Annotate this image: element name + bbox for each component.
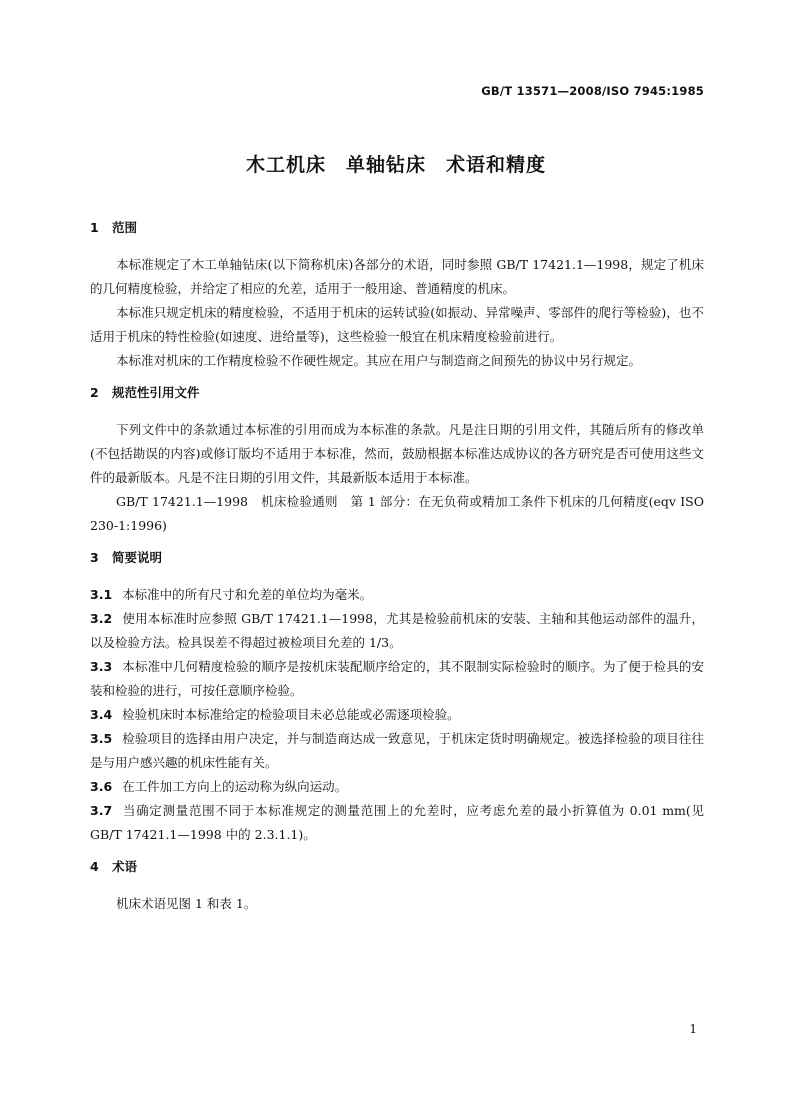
clause-3-1 — [90, 583, 704, 607]
section-number: 1 — [90, 220, 99, 235]
clause-number: 3.7 — [90, 803, 113, 818]
paragraph: 机床术语见图 1 和表 1。 — [116, 896, 257, 911]
section-heading — [90, 216, 704, 240]
clause-text: 检验项目的选择由用户决定，并与制造商达成一致意见，于机床定货时明确规定。被选择检验的项目往往是与用户感兴趣的机床性能有关。 — [90, 731, 704, 770]
clause-text: 在工件加工方向上的运动称为纵向运动。 — [122, 779, 348, 794]
section-terminology — [90, 855, 704, 916]
section-title: 术语 — [112, 859, 138, 874]
section-normative-references — [90, 381, 704, 538]
section-number: 2 — [90, 385, 99, 400]
document-title: 木工机床 单轴钻床 术语和精度 — [245, 154, 546, 176]
section-title: 简要说明 — [112, 550, 163, 565]
section-number: 4 — [90, 859, 99, 874]
clause-text: 检验机床时本标准给定的检验项目未必总能或必需逐项检验。 — [122, 707, 460, 722]
page-number: 1 — [689, 1022, 697, 1036]
document-body — [90, 216, 704, 916]
reference-entry: GB/T 17421.1—1998 机床检验通则 第 1 部分：在无负荷或精加工条件下机床的几何精度(eqv ISO 230-1:1996) — [90, 494, 704, 533]
paragraph: 下列文件中的条款通过本标准的引用而成为本标准的条款。凡是注日期的引用文件，其随后所有的修改单(不包括勘误的内容)或修订版均不适用于本标准，然而，鼓励根据本标准达成协议的各方研究是否可使用这些文件的最新版本。凡是不注日期的引用文件，其最新版本适用于本标准。 — [90, 422, 704, 485]
clause-3-7 — [90, 799, 704, 847]
clause-3-3 — [90, 655, 704, 703]
section-number: 3 — [90, 550, 99, 565]
clause-3-6 — [90, 775, 704, 799]
section-title: 范围 — [112, 220, 138, 235]
clause-text: 使用本标准时应参照 GB/T 17421.1—1998，尤其是检验前机床的安装、主轴和其他运动部件的温升，以及检验方法。检具误差不得超过被检项目允差的 1/3。 — [90, 611, 704, 650]
clause-text: 本标准中几何精度检验的顺序是按机床装配顺序给定的，其不限制实际检验时的顺序。为了便于检具的安装和检验的进行，可按任意顺序检验。 — [90, 659, 704, 698]
section-general-notes — [90, 546, 704, 847]
clause-text: 当确定测量范围不同于本标准规定的测量范围上的允差时，应考虑允差的最小折算值为 0.01 mm(见 GB/T 17421.1—1998 中的 2.3.1.1)。 — [90, 803, 704, 842]
clause-number: 3.3 — [90, 659, 113, 674]
section-heading — [90, 546, 704, 570]
clause-3-4 — [90, 703, 704, 727]
standard-code: GB/T 13571—2008/ISO 7945:1985 — [481, 84, 704, 98]
section-heading — [90, 381, 704, 405]
paragraph: 本标准只规定机床的精度检验，不适用于机床的运转试验(如振动、异常噪声、零部件的爬行等检验)，也不适用于机床的特性检验(如速度、进给量等)，这些检验一般宜在机床精度检验前进行。 — [90, 305, 704, 344]
clause-text: 本标准中的所有尺寸和允差的单位均为毫米。 — [122, 587, 373, 602]
clause-number: 3.4 — [90, 707, 113, 722]
clause-3-2 — [90, 607, 704, 655]
clause-number: 3.1 — [90, 587, 113, 602]
clause-3-5 — [90, 727, 704, 775]
clause-number: 3.5 — [90, 731, 113, 746]
section-title: 规范性引用文件 — [112, 385, 200, 400]
paragraph: 本标准规定了木工单轴钻床(以下简称机床)各部分的术语，同时参照 GB/T 17421.1—1998，规定了机床的几何精度检验，并给定了相应的允差，适用于一般用途、普通精度的机床。 — [90, 257, 704, 296]
clause-number: 3.6 — [90, 779, 113, 794]
section-scope — [90, 216, 704, 373]
clause-number: 3.2 — [90, 611, 113, 626]
section-heading — [90, 855, 704, 879]
paragraph: 本标准对机床的工作精度检验不作硬性规定。其应在用户与制造商之间预先的协议中另行规定。 — [116, 353, 642, 368]
